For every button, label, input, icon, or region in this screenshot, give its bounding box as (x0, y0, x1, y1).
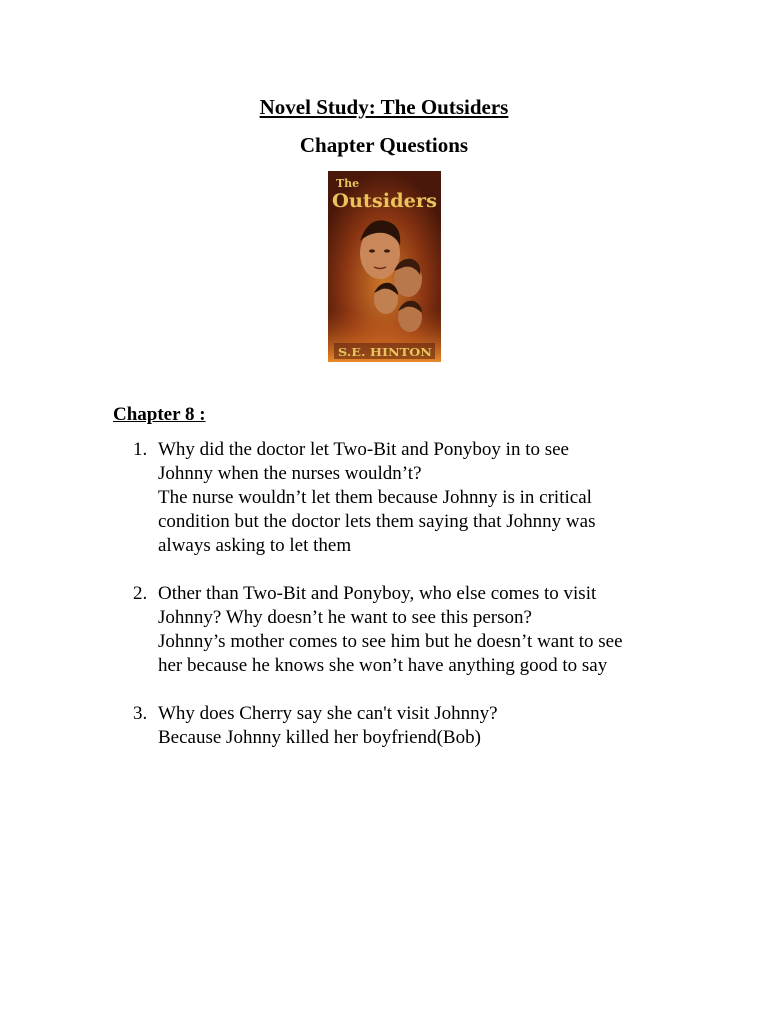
question-text: Johnny? Why doesn’t he want to see this person? (158, 607, 532, 628)
question-item (133, 582, 673, 678)
answer-text: her because he knows she won’t have anything good to say (158, 655, 608, 676)
cover-author-text: S.E. HINTON (338, 346, 432, 359)
cover-title-text: Outsiders (332, 190, 437, 212)
cover-face-1 (360, 220, 400, 279)
question-item (133, 438, 673, 558)
book-cover-image (328, 171, 441, 362)
question-item (133, 702, 673, 750)
question-number: 2. (133, 583, 148, 604)
cover-top-text: The (336, 177, 360, 190)
chapter-heading: Chapter 8 : (113, 404, 206, 425)
cover-face-2 (394, 259, 422, 297)
answer-text: Because Johnny killed her boyfriend(Bob) (158, 727, 481, 748)
question-text: Why did the doctor let Two-Bit and Ponyboy in to see (158, 439, 569, 460)
answer-text: Johnny’s mother comes to see him but he doesn’t want to see (158, 631, 623, 652)
question-number: 3. (133, 703, 148, 724)
question-list (133, 438, 673, 774)
question-text: Johnny when the nurses wouldn’t? (158, 463, 422, 484)
answer-text: The nurse wouldn’t let them because Johnny is in critical (158, 487, 592, 508)
question-text: Other than Two-Bit and Ponyboy, who else comes to visit (158, 583, 597, 604)
question-text: Why does Cherry say she can't visit Johnny? (158, 703, 498, 724)
answer-text: always asking to let them (158, 535, 352, 556)
document-subtitle: Chapter Questions (299, 133, 469, 157)
question-number: 1. (133, 439, 148, 460)
document-title: Novel Study: The Outsiders (259, 95, 509, 119)
answer-text: condition but the doctor lets them saying that Johnny was (158, 511, 596, 532)
